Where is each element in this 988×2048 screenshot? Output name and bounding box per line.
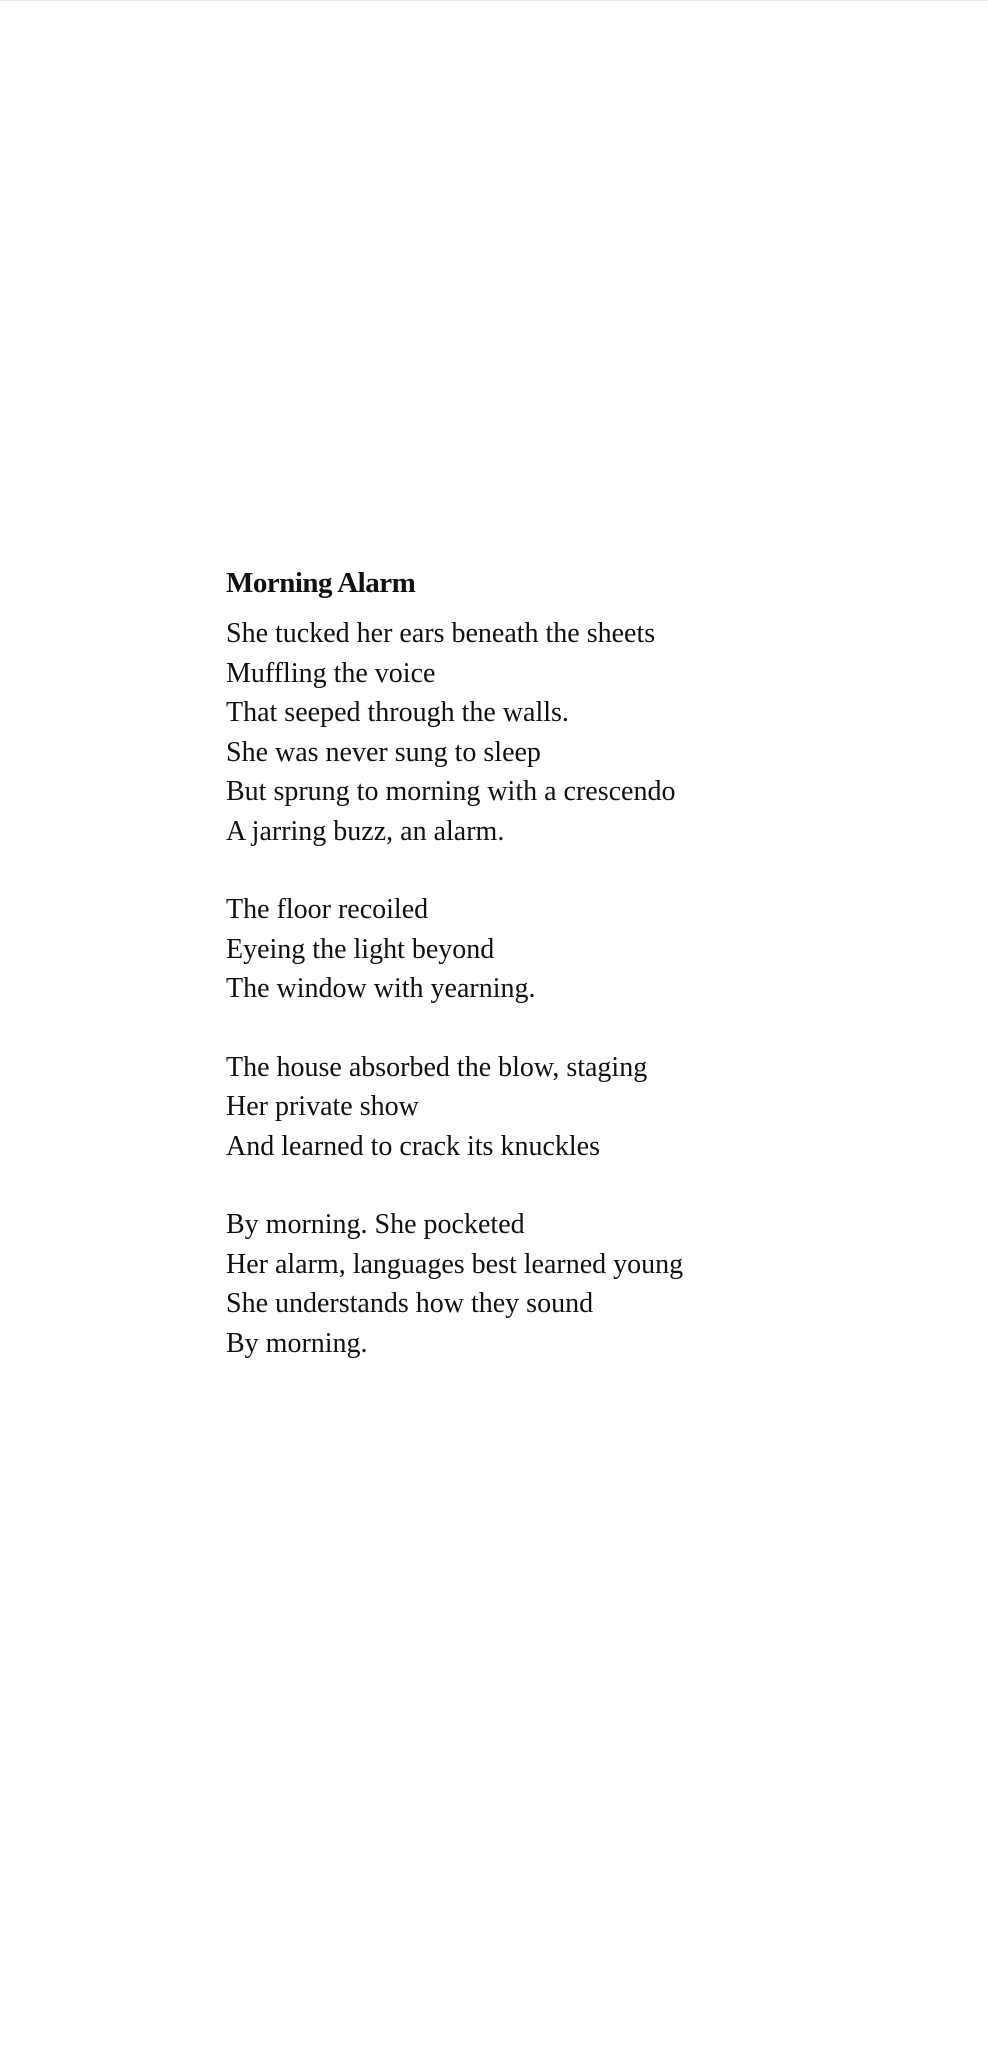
poem-line: By morning. xyxy=(226,1327,368,1359)
poem-line: That seeped through the walls. xyxy=(226,697,569,728)
poem-line: The floor recoiled xyxy=(226,894,429,925)
poem-line: Her alarm, languages best learned young xyxy=(226,1248,684,1280)
poem-line: Eyeing the light beyond xyxy=(226,933,495,965)
poem-line: Muffling the voice xyxy=(226,657,436,689)
poem xyxy=(226,563,946,1363)
stanza-4 xyxy=(226,1205,946,1363)
stanza-3 xyxy=(226,1048,946,1167)
poem-line: She tucked her ears beneath the sheets xyxy=(226,618,656,649)
stanza-1 xyxy=(226,614,946,851)
poem-line: The house absorbed the blow, staging xyxy=(226,1051,648,1083)
poem-line: And learned to crack its knuckles xyxy=(226,1130,600,1162)
poem-line: The window with yearning. xyxy=(226,973,536,1004)
poem-title: Morning Alarm xyxy=(226,567,416,599)
poem-line: She was never sung to sleep xyxy=(226,736,541,768)
poem-line: A jarring buzz, an alarm. xyxy=(226,815,505,847)
poem-line: Her private show xyxy=(226,1091,419,1122)
stanza-2 xyxy=(226,890,946,1009)
poem-line: But sprung to morning with a crescendo xyxy=(226,776,676,807)
poem-line: She understands how they sound xyxy=(226,1288,594,1319)
top-divider xyxy=(0,0,988,1)
poem-line: By morning. She pocketed xyxy=(226,1209,525,1240)
